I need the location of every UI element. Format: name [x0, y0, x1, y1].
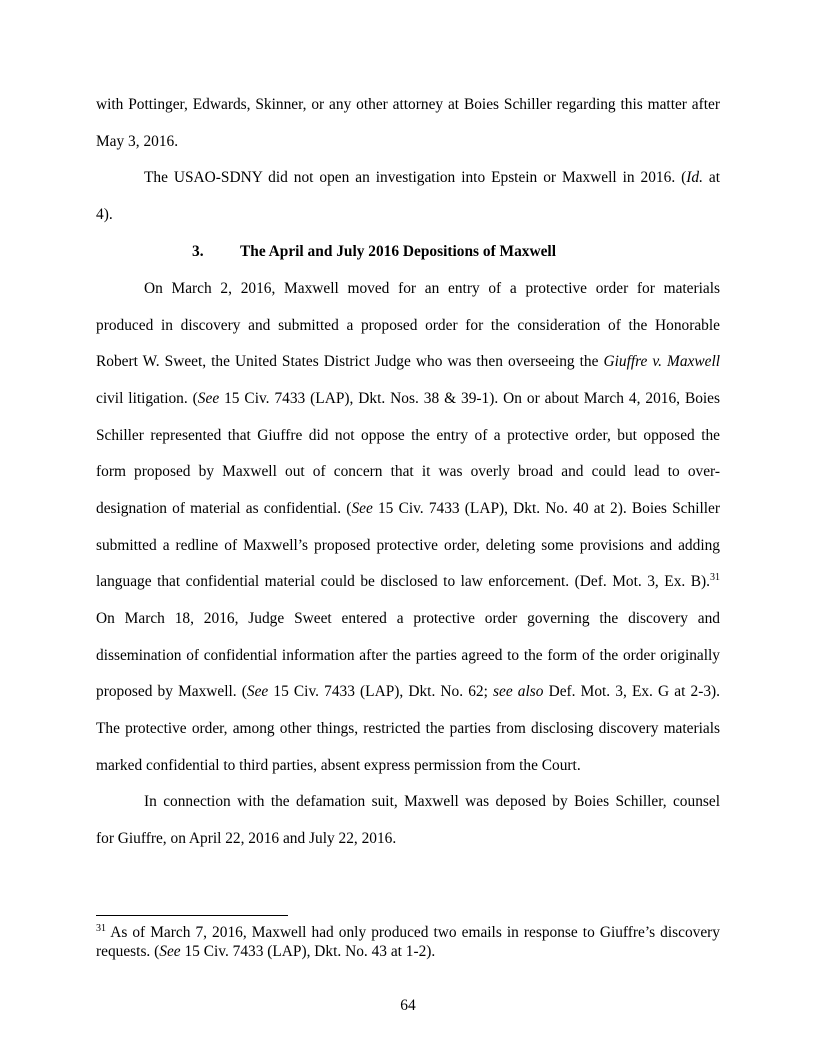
body-line: [96, 353, 720, 371]
text-run: 15 Civ. 7433 (LAP), Dkt. No. 43 at 1-2).: [180, 943, 436, 960]
italic-signal: See: [246, 683, 269, 700]
text-run: 15 Civ. 7433 (LAP), Dkt. Nos. 38 & 39-1). On or about March 4, 2016, Boies: [219, 390, 720, 407]
body-line: The protective order, among other things, restricted the parties from disclosing discovery materials: [96, 720, 720, 737]
footnote-line: [96, 943, 720, 961]
footnote-marker: 31: [96, 923, 106, 934]
body-line: [96, 683, 720, 701]
italic-signal: See: [197, 390, 220, 407]
footnote-reference[interactable]: 31: [710, 572, 720, 583]
text-run: Def. Mot. 3, Ex. G at 2-3).: [543, 683, 721, 700]
italic-signal: See: [159, 943, 181, 960]
section-title: The April and July 2016 Depositions of Maxwell: [240, 243, 556, 260]
body-line: for Giuffre, on April 22, 2016 and July 22, 2016.: [96, 830, 397, 847]
body-line: [96, 390, 720, 408]
text-run: proposed by Maxwell. (: [96, 683, 247, 700]
italic-signal: see also: [493, 683, 544, 700]
footnote-separator: [96, 915, 288, 916]
text-run: designation of material as confidential. (: [96, 500, 352, 517]
text-run: language that confidential material could be disclosed to law enforcement. (Def. Mot. 3, Ex. B).: [96, 573, 710, 590]
text-run: 15 Civ. 7433 (LAP), Dkt. No. 62;: [268, 683, 494, 700]
page-number: 64: [400, 997, 416, 1014]
italic-citation: Id.: [686, 169, 703, 186]
text-run: at: [702, 169, 720, 186]
body-line: [96, 573, 720, 591]
section-number: 3.: [192, 243, 204, 260]
text-run: As of March 7, 2016, Maxwell had only produced two emails in response to Giuffre’s discovery: [106, 924, 720, 941]
body-line: with Pottinger, Edwards, Skinner, or any other attorney at Boies Schiller regarding this matter after: [96, 96, 720, 113]
body-line: [96, 500, 720, 518]
section-heading: [192, 243, 556, 261]
footnote-line: [96, 924, 720, 942]
body-line: produced in discovery and submitted a proposed order for the consideration of the Honorable: [96, 317, 720, 334]
body-line: [144, 169, 720, 187]
italic-signal: See: [351, 500, 373, 517]
text-run: requests. (: [96, 943, 160, 960]
body-line: marked confidential to third parties, absent express permission from the Court.: [96, 757, 581, 774]
body-line: May 3, 2016.: [96, 133, 179, 150]
text-run: 15 Civ. 7433 (LAP), Dkt. No. 40 at 2). Boies Schiller: [372, 500, 720, 517]
body-line: form proposed by Maxwell out of concern that it was overly broad and could lead to over-: [96, 463, 720, 480]
text-run: Robert W. Sweet, the United States District Judge who was then overseeing the: [96, 353, 604, 370]
body-line: submitted a redline of Maxwell’s proposed protective order, deleting some provisions and adding: [96, 537, 720, 554]
body-line: In connection with the defamation suit, Maxwell was deposed by Boies Schiller, counsel: [144, 793, 720, 810]
body-line: On March 18, 2016, Judge Sweet entered a protective order governing the discovery and: [96, 610, 720, 627]
body-line: 4).: [96, 206, 113, 223]
text-run: The USAO-SDNY did not open an investigation into Epstein or Maxwell in 2016. (: [144, 169, 687, 186]
body-line: dissemination of confidential information after the parties agreed to the form of the order originally: [96, 647, 720, 664]
body-line: Schiller represented that Giuffre did not oppose the entry of a protective order, but opposed the: [96, 427, 720, 444]
text-run: civil litigation. (: [96, 390, 198, 407]
body-line: On March 2, 2016, Maxwell moved for an entry of a protective order for materials: [144, 280, 720, 297]
case-name: Giuffre v. Maxwell: [603, 353, 720, 370]
